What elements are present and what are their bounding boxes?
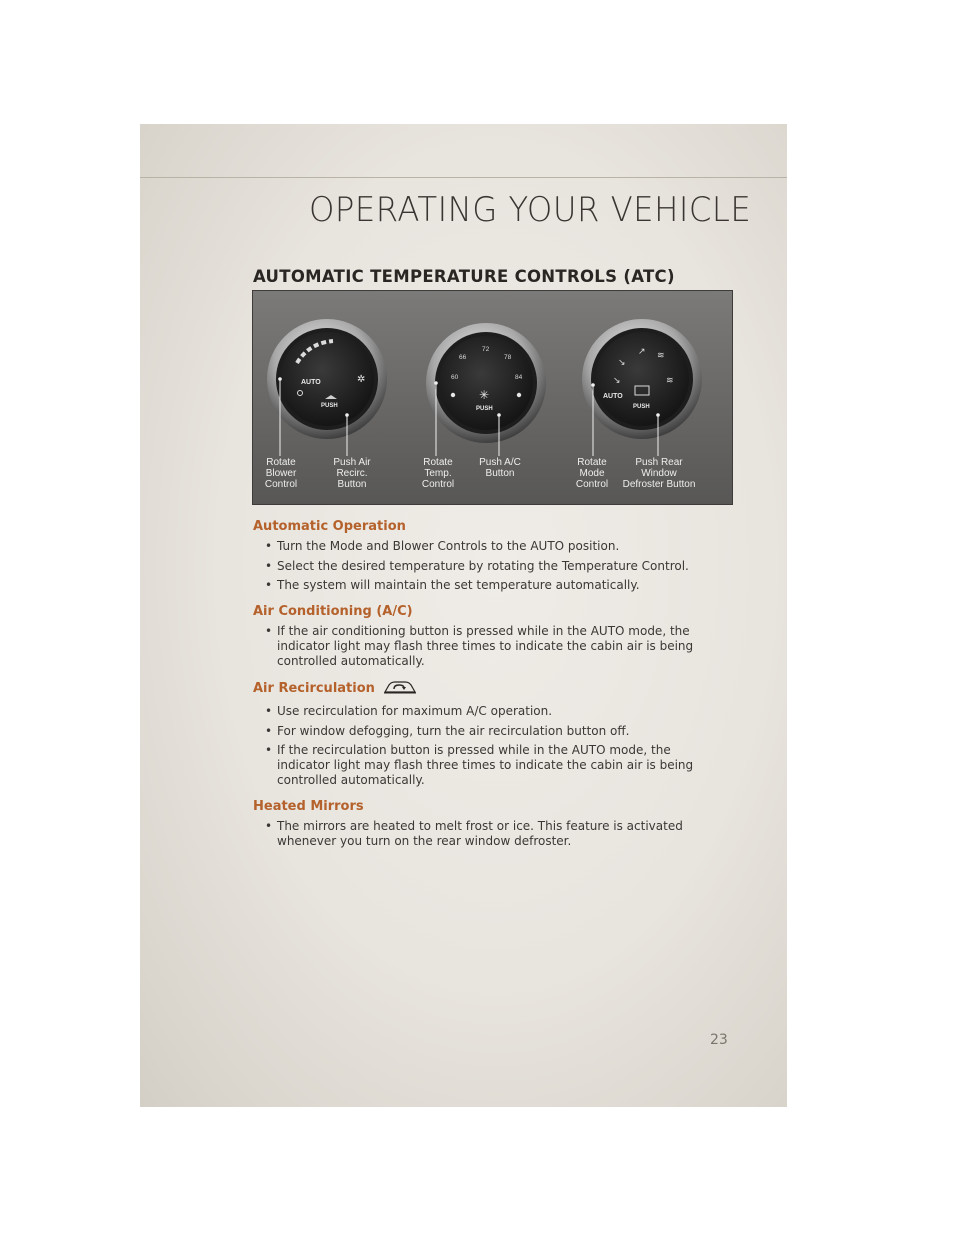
bullet-item: • The mirrors are heated to melt frost or ice. This feature is activated whenever you turn on the rear window defroster. [265, 819, 683, 848]
callout-rotate-blower-control: Rotate Blower Control [264, 457, 298, 490]
svg-text:PUSH: PUSH [633, 404, 650, 410]
bullet-list [253, 704, 713, 788]
section-air-recirculation [253, 679, 713, 788]
callout-rotate-temp-control: Rotate Temp. Control [421, 457, 455, 490]
section-title: AUTOMATIC TEMPERATURE CONTROLS (ATC) [253, 267, 675, 286]
bullet-item: • Use recirculation for maximum A/C operation. [265, 704, 553, 718]
svg-text:≋: ≋ [666, 376, 674, 386]
svg-text:72: 72 [482, 346, 490, 353]
blower-knob [267, 319, 387, 439]
bullet-list [253, 819, 713, 849]
callout-push-air-recirc-button: Push Air Recirc. Button [333, 457, 371, 490]
svg-text:60: 60 [451, 374, 459, 381]
bullet-item: • Select the desired temperature by rotating the Temperature Control. [265, 558, 689, 573]
bullet-item: • Turn the Mode and Blower Controls to the AUTO position. [265, 539, 620, 553]
callout-push-ac-button: Push A/C Button [479, 457, 521, 479]
svg-text:✳: ✳ [479, 388, 490, 402]
heading-heated-mirrors: Heated Mirrors [253, 799, 364, 814]
manual-page [140, 124, 787, 1107]
svg-text:PUSH: PUSH [476, 406, 493, 412]
bullet-item: • If the recirculation button is pressed while in the AUTO mode, the indicator light may flash three times to indicate the cabin air is being controlled automatically. [265, 743, 694, 787]
section-heated-mirrors [253, 798, 713, 849]
svg-text:↗: ↗ [638, 347, 646, 357]
callout-push-rear-window-defroster-button: Push Rear Window Defroster Button [622, 457, 696, 490]
page-number: 23 [710, 1032, 728, 1048]
svg-text:78: 78 [504, 354, 512, 361]
svg-text:AUTO: AUTO [301, 379, 321, 386]
air-recirculation-icon [383, 679, 417, 700]
section-automatic-operation [253, 518, 713, 593]
svg-text:66: 66 [459, 354, 467, 361]
bullet-item: • For window defogging, turn the air recirculation button off. [265, 723, 630, 738]
mode-knob [582, 319, 702, 439]
svg-text:PUSH: PUSH [321, 403, 338, 409]
bullet-item: • The system will maintain the set temperature automatically. [265, 578, 640, 592]
svg-text:AUTO: AUTO [603, 393, 623, 400]
heading-air-conditioning: Air Conditioning (A/C) [253, 604, 413, 619]
temperature-knob [426, 323, 546, 443]
svg-text:↘: ↘ [618, 358, 626, 368]
bullet-item: • If the air conditioning button is pressed while in the AUTO mode, the indicator light may flash three times to indicate the cabin air is being controlled automatically. [265, 624, 694, 668]
bullet-list [253, 624, 713, 669]
bullet-list [253, 539, 713, 593]
section-air-conditioning [253, 603, 713, 669]
svg-text:84: 84 [515, 374, 523, 381]
chapter-title: OPERATING YOUR VEHICLE [309, 190, 752, 230]
top-rule [140, 177, 787, 178]
callout-rotate-mode-control: Rotate Mode Control [575, 457, 609, 490]
heading-air-recirculation: Air Recirculation [253, 679, 713, 700]
atc-controls-figure [252, 290, 733, 505]
svg-text:≋: ≋ [657, 351, 665, 361]
heading-automatic-operation: Automatic Operation [253, 519, 406, 534]
atc-content [253, 518, 713, 859]
svg-text:✲: ✲ [357, 374, 366, 385]
svg-text:↘: ↘ [613, 376, 621, 386]
